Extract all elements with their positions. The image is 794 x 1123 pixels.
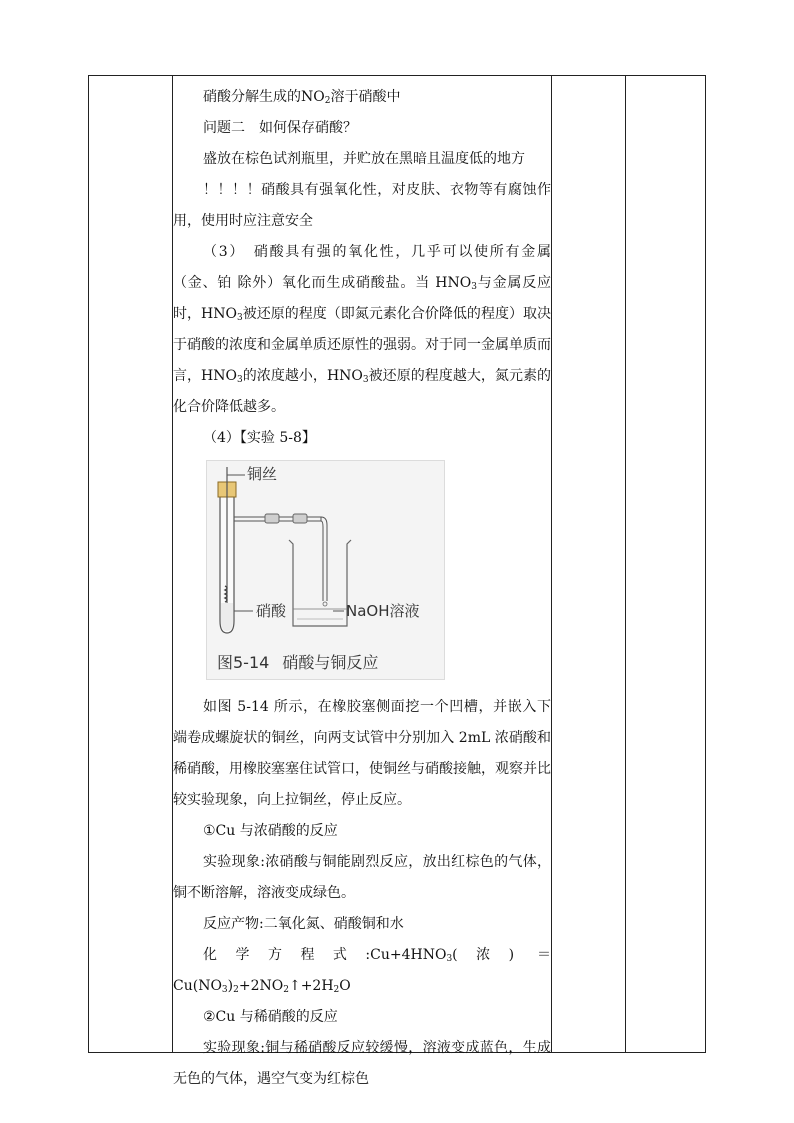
beaker bbox=[289, 540, 351, 626]
paragraph-concentrated-phenomenon: 实验现象:浓硝酸与铜能剧烈反应，放出红棕色的气体，铜不断溶解，溶液变成绿色。 bbox=[173, 854, 551, 901]
paragraph-dilute-phenomenon: 实验现象:铜与稀硝酸反应较缓慢，溶液变成蓝色，生成无色的气体，遇空气变为红棕色 bbox=[173, 1040, 551, 1087]
paragraph-concentrated-heading: ①Cu 与浓硝酸的反应 bbox=[203, 823, 338, 839]
connector bbox=[293, 514, 307, 523]
paragraph-experiment-heading: （4）【实验 5-8】 bbox=[203, 430, 316, 446]
paragraph-no2: 硝酸分解生成的$NO_2$溶于硝酸中 bbox=[203, 89, 401, 106]
table-column-divider bbox=[551, 76, 552, 1052]
experiment-figure bbox=[206, 460, 445, 680]
paragraph-question-two: 问题二 如何保存硝酸？ bbox=[203, 120, 357, 136]
figure-caption: 图5-14 硝酸与铜反应 bbox=[217, 653, 379, 672]
bubble bbox=[323, 602, 327, 606]
paragraph-dilute-heading: ②Cu 与稀硝酸的反应 bbox=[203, 1009, 338, 1025]
paragraph-warning: ！！！！硝酸具有强氧化性，对皮肤、衣物等有腐蚀作用，使用时应注意安全 bbox=[173, 182, 551, 229]
paragraph-products: 反应产物:二氧化氮、硝酸铜和水 bbox=[203, 916, 404, 932]
paragraph-procedure: 如图 5-14 所示，在橡胶塞侧面挖一个凹槽，并嵌入下端卷成螺旋状的铜丝，向两支试管中分别加入 2mL 浓硝酸和稀硝酸，用橡胶塞塞住试管口，使铜丝与硝酸接触，观察并比较实验现象，向上拉铜丝，停止反应。 bbox=[173, 699, 551, 808]
paragraph-oxidizing: （3） 硝酸具有强的氧化性，几乎可以使所有金属（金、铂 除外）氧化而生成硝酸盐。当 $HNO_3$与金属反应时，$HNO_3$被还原的程度（即氮元素化合价降低的程度）取决于硝酸的浓度和金属单质还原性的强弱。对于同一金属单质而言，$HNO_3$的浓度越小，$HNO_3$被还原的程度越大，氮元素的化合价降低越多。 bbox=[173, 244, 552, 415]
table-column-divider bbox=[625, 76, 626, 1052]
content-cell bbox=[173, 82, 551, 1095]
paragraph-storage: 盛放在棕色试剂瓶里，并贮放在黑暗且温度低的地方 bbox=[203, 151, 525, 167]
connector bbox=[265, 514, 279, 523]
table-frame bbox=[88, 75, 706, 1087]
paragraph-equation: 化学方程式$:Cu+4HNO_3$(浓) $=Cu(NO_3)_2+2NO_2↑+2H_2O$ bbox=[173, 947, 551, 995]
label-naoh-solution: NaOH溶液 bbox=[346, 602, 420, 620]
delivery-tube bbox=[321, 517, 327, 601]
label-nitric-acid: 硝酸 bbox=[256, 602, 287, 620]
label-copper-wire: 铜丝 bbox=[247, 465, 278, 483]
acid-liquid bbox=[221, 603, 233, 631]
